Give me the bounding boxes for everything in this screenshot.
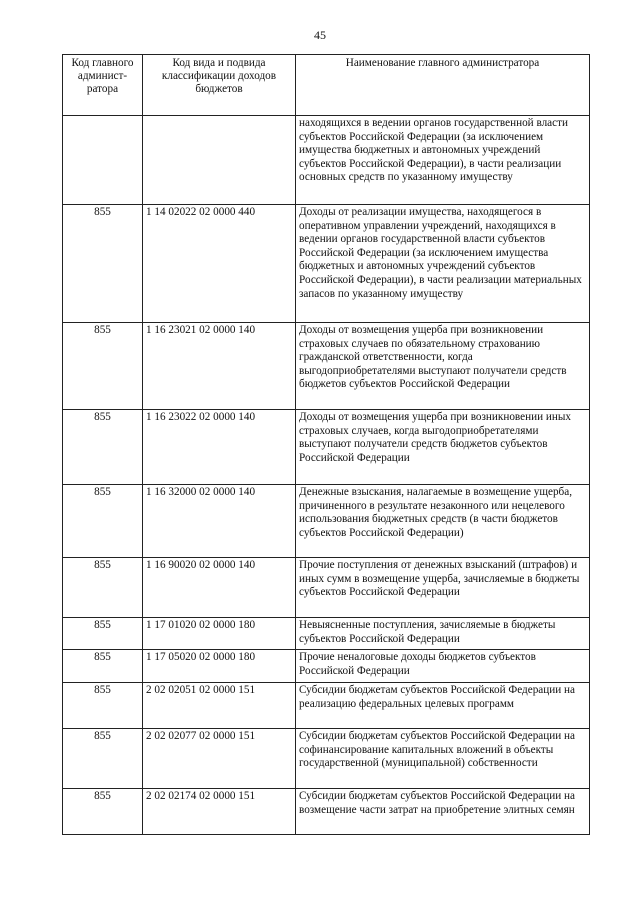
- table-row: [63, 558, 590, 618]
- revenue-code-cell: 2 02 02174 02 0000 151: [143, 789, 296, 835]
- table-row: [63, 410, 590, 485]
- revenue-code-cell: 1 14 02022 02 0000 440: [143, 205, 296, 323]
- admin-code-cell: 855: [63, 323, 143, 410]
- admin-name-cell: Прочие неналоговые доходы бюджетов субъектов Российской Федерации: [296, 650, 590, 683]
- header-revenue-code: Код вида и подвида классификации доходов бюджетов: [143, 55, 296, 116]
- revenue-code-cell: 1 16 90020 02 0000 140: [143, 558, 296, 618]
- admin-code-cell: [63, 116, 143, 205]
- table-row: [63, 323, 590, 410]
- admin-name-cell: Субсидии бюджетам субъектов Российской Федерации на реализацию федеральных целевых программ: [296, 683, 590, 729]
- revenue-code-cell: 1 16 32000 02 0000 140: [143, 485, 296, 558]
- admin-code-cell: 855: [63, 558, 143, 618]
- page-number: 45: [314, 28, 326, 42]
- revenue-code-cell: 1 17 05020 02 0000 180: [143, 650, 296, 683]
- revenue-admin-table: [62, 54, 590, 835]
- table-row: [63, 618, 590, 650]
- table-row: [63, 789, 590, 835]
- header-admin-code: Код главного админист-ратора: [63, 55, 143, 116]
- revenue-code-cell: 2 02 02051 02 0000 151: [143, 683, 296, 729]
- admin-name-cell: Доходы от возмещения ущерба при возникновении страховых случаев по обязательному страхованию гражданской ответственности, когда выгодоприобретателями выступают получатели средств бюджетов субъектов Российской Федерации: [296, 323, 590, 410]
- table-row: [63, 116, 590, 205]
- revenue-code-cell: 1 16 23021 02 0000 140: [143, 323, 296, 410]
- admin-code-cell: 855: [63, 410, 143, 485]
- admin-name-cell: Невыясненные поступления, зачисляемые в бюджеты субъектов Российской Федерации: [296, 618, 590, 650]
- admin-code-cell: 855: [63, 729, 143, 789]
- admin-code-cell: 855: [63, 618, 143, 650]
- admin-name-cell: Прочие поступления от денежных взысканий (штрафов) и иных сумм в возмещение ущерба, зачисляемые в бюджеты субъектов Российской Федерации: [296, 558, 590, 618]
- admin-code-cell: 855: [63, 485, 143, 558]
- revenue-code-cell: 1 16 23022 02 0000 140: [143, 410, 296, 485]
- admin-name-cell: Субсидии бюджетам субъектов Российской Федерации на возмещение части затрат на приобретение элитных семян: [296, 789, 590, 835]
- admin-name-cell: Доходы от реализации имущества, находящегося в оперативном управлении учреждений, находящихся в ведении органов государственной власти субъектов Российской Федерации (за исключением имущества бюджетных и автономных учреждений субъектов Российской Федерации), в части реализации материальных запасов по указанному имуществу: [296, 205, 590, 323]
- admin-name-cell: Доходы от возмещения ущерба при возникновении иных страховых случаев, когда выгодоприобретателями выступают получатели средств бюджетов субъектов Российской Федерации: [296, 410, 590, 485]
- admin-name-cell: находящихся в ведении органов государственной власти субъектов Российской Федерации (за исключением имущества бюджетных и автономных учреждений субъектов Российской Федерации), в части реализации основных средств по указанному имуществу: [296, 116, 590, 205]
- table-row: [63, 205, 590, 323]
- admin-name-cell: Субсидии бюджетам субъектов Российской Федерации на софинансирование капитальных вложений в объекты государственной (муниципальной) собственности: [296, 729, 590, 789]
- revenue-code-cell: 2 02 02077 02 0000 151: [143, 729, 296, 789]
- table-row: [63, 650, 590, 683]
- header-admin-name: Наименование главного администратора: [296, 55, 590, 116]
- admin-name-cell: Денежные взыскания, налагаемые в возмещение ущерба, причиненного в результате незаконного или нецелевого использования бюджетных средств (в части бюджетов субъектов Российской Федерации): [296, 485, 590, 558]
- admin-code-cell: 855: [63, 650, 143, 683]
- revenue-code-cell: 1 17 01020 02 0000 180: [143, 618, 296, 650]
- table-row: [63, 729, 590, 789]
- table-row: [63, 485, 590, 558]
- table-header-row: [63, 55, 590, 116]
- admin-code-cell: 855: [63, 205, 143, 323]
- admin-code-cell: 855: [63, 683, 143, 729]
- admin-code-cell: 855: [63, 789, 143, 835]
- revenue-code-cell: [143, 116, 296, 205]
- table-row: [63, 683, 590, 729]
